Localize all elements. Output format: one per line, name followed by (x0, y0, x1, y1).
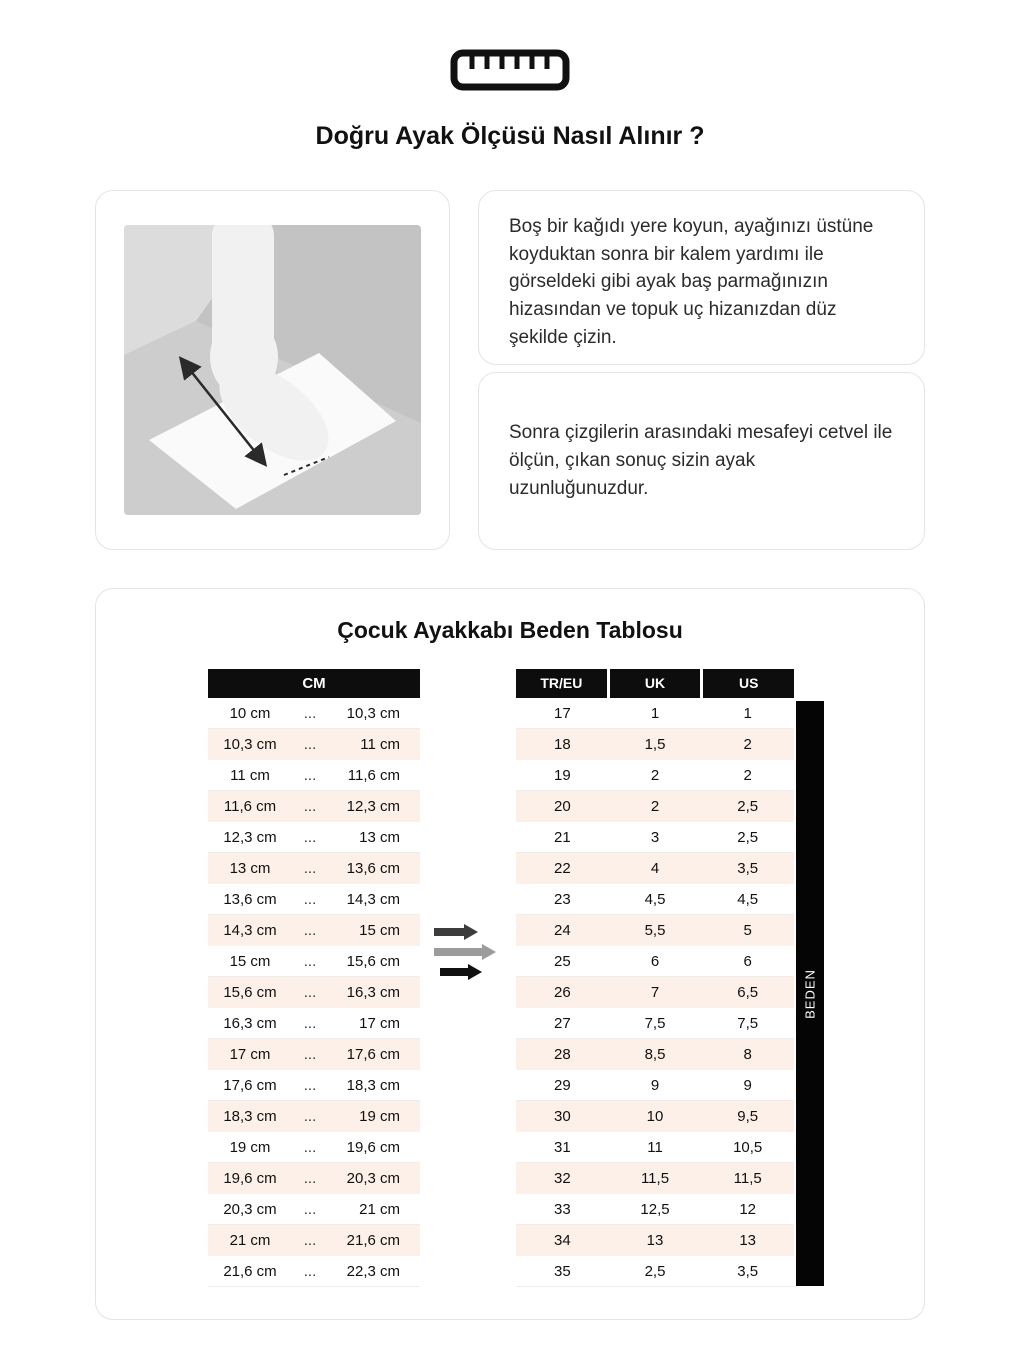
cm-range-dots: ... (303, 952, 317, 970)
size-cell: 29 (553, 1076, 571, 1094)
instruction-step-2-text: Sonra çizgilerin arasındaki mesafeyi cetvel ile ölçün, çıkan sonuç sizin ayak uzunluğunuzdur. (509, 422, 893, 499)
size-cell: 5,5 (644, 921, 666, 939)
cm-range-dots: ... (303, 890, 317, 908)
cm-table-row (208, 791, 420, 822)
cm-range-from: 13 cm (229, 859, 271, 877)
cm-range-dots: ... (303, 1107, 317, 1125)
size-cell: 27 (553, 1014, 571, 1032)
size-cell: 8 (743, 1045, 752, 1063)
cm-range-to: 18,3 cm (346, 1076, 400, 1094)
cm-range-to: 19 cm (359, 1107, 400, 1125)
cm-range-to: 15,6 cm (346, 952, 400, 970)
size-cell: 4,5 (644, 890, 666, 908)
cm-table-row (208, 853, 420, 884)
cm-range-dots: ... (303, 1076, 317, 1094)
cm-range-dots: ... (303, 921, 317, 939)
cm-table-row (208, 946, 420, 977)
cm-table-row (208, 1225, 420, 1256)
size-cell: 33 (553, 1200, 571, 1218)
cm-range-to: 21 cm (359, 1200, 400, 1218)
cm-table-header: CM (208, 669, 420, 698)
size-cell: 22 (553, 859, 571, 877)
size-cell: 19 (553, 766, 571, 784)
cm-table-row (208, 977, 420, 1008)
cm-range-to: 14,3 cm (346, 890, 400, 908)
size-cell: 2 (743, 735, 752, 753)
cm-range-from: 19 cm (229, 1138, 271, 1156)
size-table-row (516, 1194, 794, 1225)
size-cell: 23 (553, 890, 571, 908)
size-cell: 12,5 (640, 1200, 670, 1218)
cm-table-row (208, 1039, 420, 1070)
size-cell: 34 (553, 1231, 571, 1249)
size-cell: 11 (647, 1138, 663, 1156)
cm-table-row (208, 1008, 420, 1039)
size-table-row (516, 1070, 794, 1101)
cm-range-from: 12,3 cm (223, 828, 277, 846)
cm-range-dots: ... (303, 1014, 317, 1032)
cm-table-row (208, 1070, 420, 1101)
cm-range-from: 17,6 cm (223, 1076, 277, 1094)
size-cell: 6 (650, 952, 660, 970)
size-cell: 1 (650, 704, 660, 722)
size-table-header-cell: US (703, 669, 794, 698)
size-cell: 12 (739, 1200, 757, 1218)
size-cell: 4,5 (737, 890, 759, 908)
cm-table-row (208, 1163, 420, 1194)
size-table-row (516, 698, 794, 729)
size-cell: 18 (553, 735, 571, 753)
cm-range-dots: ... (303, 1262, 317, 1280)
conversion-arrows-icon (432, 921, 506, 988)
size-cell: 10 (646, 1107, 664, 1125)
size-table-row (516, 1132, 794, 1163)
cm-range-to: 17,6 cm (346, 1045, 400, 1063)
size-cell: 3,5 (737, 1262, 759, 1280)
size-cell: 28 (553, 1045, 571, 1063)
size-table-row (516, 1039, 794, 1070)
size-cell: 2 (650, 766, 660, 784)
cm-table-row (208, 1101, 420, 1132)
size-cell: 2,5 (737, 828, 759, 846)
size-cell: 6,5 (737, 983, 759, 1001)
size-table-row (516, 791, 794, 822)
cm-table-row (208, 1132, 420, 1163)
cm-range-dots: ... (303, 735, 317, 753)
size-cell: 2,5 (737, 797, 759, 815)
size-cell: 8,5 (644, 1045, 666, 1063)
size-cell: 2 (743, 766, 752, 784)
size-table-row (516, 822, 794, 853)
cm-range-to: 15 cm (359, 921, 400, 939)
size-cell: 5 (743, 921, 752, 939)
foot-measurement-illustration (124, 225, 421, 515)
size-cell: 13 (646, 1231, 664, 1249)
size-cell: 31 (553, 1138, 571, 1156)
size-table-header-cell: UK (610, 669, 701, 698)
cm-range-to: 13,6 cm (346, 859, 400, 877)
cm-range-from: 15,6 cm (223, 983, 277, 1001)
cm-range-from: 21 cm (229, 1231, 271, 1249)
cm-table-row (208, 915, 420, 946)
size-table-row (516, 729, 794, 760)
size-cell: 7 (650, 983, 660, 1001)
size-table-row (516, 1225, 794, 1256)
cm-range-dots: ... (303, 1138, 317, 1156)
size-table-row (516, 1163, 794, 1194)
size-cell: 6 (743, 952, 752, 970)
cm-range-from: 21,6 cm (223, 1262, 277, 1280)
ruler-icon (0, 48, 1020, 92)
measurement-photo-card (95, 190, 450, 550)
size-table-body (516, 698, 794, 1287)
cm-range-to: 11 cm (360, 735, 400, 753)
cm-table-row (208, 760, 420, 791)
size-cell: 11,5 (733, 1169, 762, 1187)
size-cell: 3,5 (737, 859, 759, 877)
cm-table-row (208, 729, 420, 760)
size-cell: 13 (739, 1231, 757, 1249)
cm-range-dots: ... (303, 1231, 317, 1249)
cm-range-to: 20,3 cm (346, 1169, 400, 1187)
cm-table-row (208, 884, 420, 915)
size-table-row (516, 915, 794, 946)
cm-range-from: 11 cm (230, 766, 270, 784)
cm-range-to: 10,3 cm (346, 704, 400, 722)
size-cell: 9 (650, 1076, 660, 1094)
cm-range-from: 16,3 cm (223, 1014, 277, 1032)
size-table-row (516, 1256, 794, 1287)
cm-range-dots: ... (303, 828, 317, 846)
cm-range-from: 15 cm (229, 952, 271, 970)
cm-range-dots: ... (303, 1169, 317, 1187)
cm-range-to: 11,6 cm (347, 766, 400, 784)
size-table-row (516, 1008, 794, 1039)
cm-range-to: 16,3 cm (346, 983, 400, 1001)
cm-range-from: 20,3 cm (223, 1200, 277, 1218)
cm-range-from: 17 cm (229, 1045, 271, 1063)
beden-sidebar (796, 701, 824, 1286)
cm-range-dots: ... (303, 766, 317, 784)
beden-label: BEDEN (802, 968, 818, 1019)
cm-table-row (208, 698, 420, 729)
cm-range-to: 22,3 cm (346, 1262, 400, 1280)
size-cell: 24 (553, 921, 571, 939)
cm-range-to: 17 cm (359, 1014, 400, 1032)
instruction-step-1 (478, 190, 925, 365)
size-cell: 21 (553, 828, 571, 846)
size-cell: 7,5 (737, 1014, 759, 1032)
size-cell: 10,5 (733, 1138, 763, 1156)
size-cell: 1 (743, 704, 752, 722)
size-table-row (516, 760, 794, 791)
page-title: Doğru Ayak Ölçüsü Nasıl Alınır ? (315, 122, 705, 150)
size-cell: 35 (553, 1262, 571, 1280)
size-table (516, 669, 794, 1287)
size-cell: 1,5 (644, 735, 666, 753)
size-cell: 26 (553, 983, 571, 1001)
cm-table-row (208, 1256, 420, 1287)
cm-range-dots: ... (303, 704, 317, 722)
cm-range-from: 13,6 cm (223, 890, 277, 908)
size-cell: 11,5 (640, 1169, 670, 1187)
cm-range-to: 21,6 cm (346, 1231, 400, 1249)
size-table-title: Çocuk Ayakkabı Beden Tablosu (337, 617, 683, 643)
cm-table (208, 669, 420, 1287)
size-table-header-cell: TR/EU (516, 669, 607, 698)
instruction-step-1-text: Boş bir kağıdı yere koyun, ayağınızı üstüne koyduktan sonra bir kalem yardımı ile görseldeki gibi ayak baş parmağınızın hizasından ve topuk uç hizanızdan düz şekilde çizin. (509, 216, 874, 348)
cm-range-from: 19,6 cm (223, 1169, 277, 1187)
cm-range-dots: ... (303, 859, 317, 877)
cm-range-dots: ... (303, 797, 317, 815)
size-table-row (516, 853, 794, 884)
cm-table-row (208, 1194, 420, 1225)
size-table-row (516, 946, 794, 977)
instruction-step-2 (478, 372, 925, 550)
cm-range-from: 18,3 cm (223, 1107, 277, 1125)
size-table-row (516, 977, 794, 1008)
size-cell: 2 (650, 797, 660, 815)
cm-range-dots: ... (303, 983, 317, 1001)
size-cell: 25 (553, 952, 571, 970)
cm-table-body (208, 698, 420, 1287)
size-cell: 7,5 (644, 1014, 666, 1032)
cm-range-from: 10,3 cm (223, 735, 277, 753)
size-cell: 32 (553, 1169, 571, 1187)
cm-range-to: 12,3 cm (346, 797, 400, 815)
cm-range-from: 14,3 cm (223, 921, 277, 939)
cm-range-from: 10 cm (229, 704, 271, 722)
size-cell: 17 (553, 704, 571, 722)
cm-range-dots: ... (303, 1200, 317, 1218)
size-table-card (95, 588, 925, 1320)
size-table-row (516, 1101, 794, 1132)
size-cell: 30 (553, 1107, 571, 1125)
size-table-row (516, 884, 794, 915)
cm-range-to: 19,6 cm (346, 1138, 400, 1156)
cm-range-to: 13 cm (359, 828, 400, 846)
size-cell: 9 (743, 1076, 752, 1094)
size-cell: 9,5 (737, 1107, 759, 1125)
size-cell: 2,5 (644, 1262, 666, 1280)
cm-table-row (208, 822, 420, 853)
size-cell: 4 (650, 859, 660, 877)
cm-range-dots: ... (303, 1045, 317, 1063)
size-cell: 3 (650, 828, 660, 846)
size-table-header (516, 669, 794, 698)
cm-range-from: 11,6 cm (223, 797, 277, 815)
size-cell: 20 (553, 797, 571, 815)
